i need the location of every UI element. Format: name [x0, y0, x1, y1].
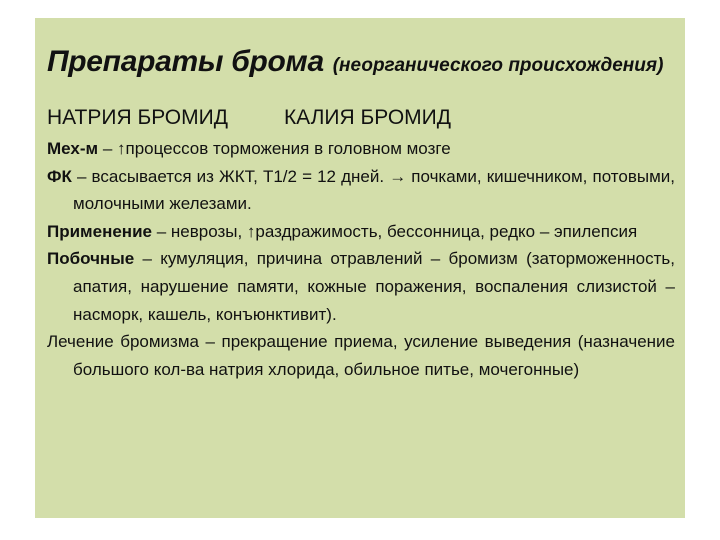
title-subtitle: (неорганического происхождения) [332, 55, 664, 76]
paragraph-text: – кумуляция, причина отравлений – бромизм (заторможенность, апатия, нарушение памяти, кожные поражения, воспаления слизистой – насморк, кашель, конъюнктивит). [73, 249, 675, 324]
paragraph-text: – неврозы, ↑раздражимость, бессонница, редко – эпилепсия [151, 221, 638, 241]
paragraph-label: Применение [47, 221, 152, 241]
paragraph-text: – ↑процессов торможения в головном мозге [98, 139, 451, 158]
paragraph-indications [47, 218, 675, 246]
slide-panel [35, 18, 685, 518]
paragraph-pharmacokinetics [47, 163, 675, 218]
drug-name-potassium-bromide: КАЛИЯ БРОМИД [283, 106, 451, 129]
drug-name-sodium-bromide: НАТРИЯ БРОМИД [47, 106, 228, 129]
paragraph-text: Лечение бромизма – прекращение приема, усиление выведения (назначение большого кол-ва натрия хлорида, обильное питье, мочегонные) [47, 332, 675, 379]
paragraph-text: – всасывается из ЖКТ, Т1/2 = 12 дней. → почками, кишечником, потовыми, молочными железами. [71, 166, 675, 214]
paragraph-side-effects [47, 245, 675, 328]
title-main: Препараты брома [47, 45, 324, 78]
paragraph-mechanism [47, 135, 675, 163]
paragraph-treatment [47, 328, 675, 383]
slide-title [47, 38, 675, 88]
paragraph-label: Мех-м [47, 139, 99, 158]
paragraph-label: Побочные [47, 249, 135, 269]
drug-names-row [47, 103, 675, 133]
paragraph-label: ФК [47, 166, 72, 186]
